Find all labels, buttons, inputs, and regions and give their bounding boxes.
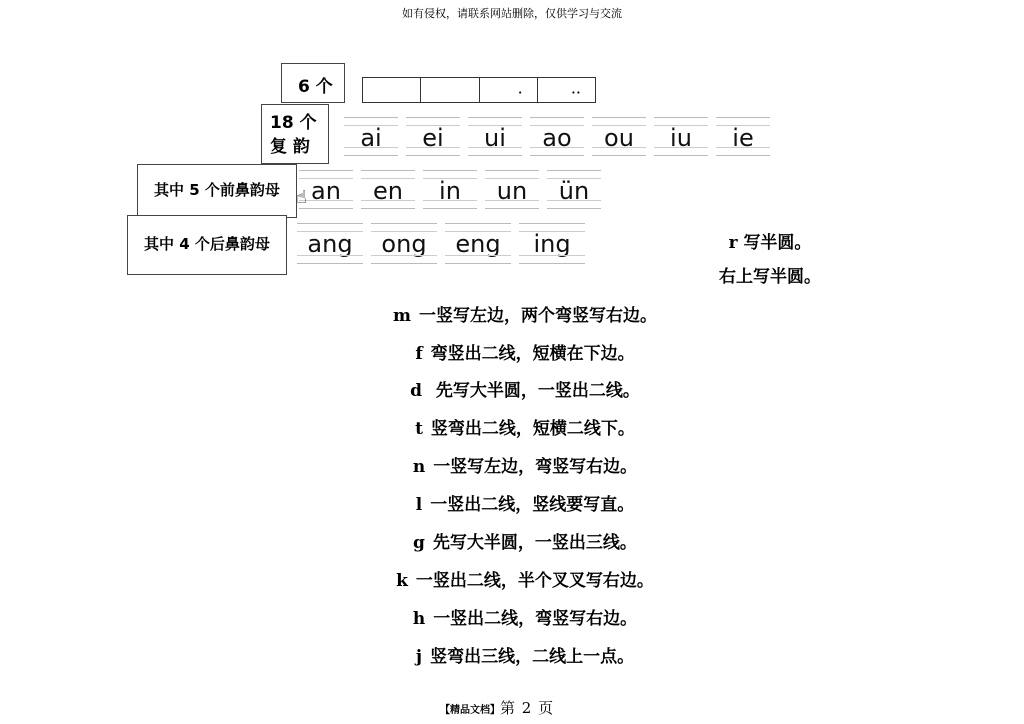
final-card[interactable]: ai <box>340 112 402 162</box>
rule-line <box>205 376 845 401</box>
rule-text: 先写大半圆，一竖出二线。 <box>429 381 640 401</box>
front-nasal-finals-row <box>295 165 605 215</box>
final-card[interactable]: ing <box>515 218 589 270</box>
rule-text: 一竖出二线，竖线要写直。 <box>430 495 635 515</box>
rule-text: 一竖写左边，弯竖写右边。 <box>433 457 638 477</box>
rule-line <box>205 490 845 515</box>
footer-tag: 【精品文档】 <box>440 705 500 716</box>
final-card[interactable]: ün <box>543 165 605 215</box>
rule-letter: n <box>412 457 426 477</box>
rule-letter: m <box>393 306 411 326</box>
box-cell <box>421 78 479 102</box>
label-text: 其中 5 个前鼻韵母 <box>154 181 280 199</box>
final-card[interactable]: eng <box>441 218 515 270</box>
rule-text: 一竖出二线，弯竖写右边。 <box>433 609 638 629</box>
final-card[interactable]: en <box>357 165 419 215</box>
rule-text: 弯竖出二线，短横在下边。 <box>430 344 635 364</box>
rule-line <box>205 452 845 477</box>
final-card[interactable]: ei <box>402 112 464 162</box>
rule-letter: t <box>415 419 423 439</box>
final-card[interactable]: ong <box>367 218 441 270</box>
simple-finals-box <box>362 77 596 103</box>
rule-letter: l <box>415 495 423 515</box>
label-text: 18 个 <box>270 113 317 133</box>
page-footer <box>440 697 554 718</box>
compound-finals-row <box>340 112 774 162</box>
label-text: 6 个 <box>298 77 333 97</box>
final-card[interactable]: ou <box>588 112 650 162</box>
front-nasal-label[interactable] <box>137 164 297 218</box>
label-text: 其中 4 个后鼻韵母 <box>144 235 270 253</box>
final-card[interactable]: an <box>295 165 357 215</box>
rule-letter: d <box>410 381 422 401</box>
rule-letter: j <box>415 647 423 667</box>
box-cell <box>363 78 421 102</box>
back-nasal-finals-row <box>293 218 589 270</box>
rule-text: 一竖出二线，半个叉叉写右边。 <box>415 571 654 591</box>
rule-text: r 写半圆。 <box>728 233 812 253</box>
final-card[interactable]: ang <box>293 218 367 270</box>
page-number: 第 2 页 <box>500 699 555 717</box>
final-card[interactable]: un <box>481 165 543 215</box>
final-card[interactable]: in <box>419 165 481 215</box>
rule-text: 一竖写左边，两个弯竖写右边。 <box>419 306 657 326</box>
header-notice: 如有侵权，请联系网站删除，仅供学习与交流 <box>402 7 622 20</box>
rule-line <box>205 339 845 364</box>
rule-line <box>205 414 845 439</box>
final-card[interactable]: ao <box>526 112 588 162</box>
rule-letter: k <box>396 571 408 591</box>
back-nasal-label[interactable] <box>127 215 287 275</box>
simple-finals-label[interactable] <box>281 63 345 103</box>
label-text: 复 韵 <box>270 137 310 157</box>
compound-finals-label[interactable] <box>261 104 329 164</box>
rule-line <box>205 528 845 553</box>
box-cell: ·· <box>570 83 581 102</box>
rule-text: 竖弯出三线，二线上一点。 <box>430 647 635 667</box>
rule-line <box>205 642 845 667</box>
final-card[interactable]: ie <box>712 112 774 162</box>
final-card[interactable]: ui <box>464 112 526 162</box>
rule-letter: f <box>415 344 423 364</box>
rule-text: 先写大半圆，一竖出三线。 <box>432 533 637 553</box>
rule-letter: g <box>413 533 425 553</box>
box-cell: · <box>480 78 538 102</box>
hand-cursor-icon: ☝ <box>296 187 307 208</box>
rule-text: 竖弯出二线，短横二线下。 <box>430 419 635 439</box>
rule-text: 右上写半圆。 <box>719 267 821 287</box>
rule-line <box>205 301 845 326</box>
rule-line <box>205 566 845 591</box>
rule-letter: h <box>412 609 426 629</box>
final-card[interactable]: iu <box>650 112 712 162</box>
rule-line <box>205 604 845 629</box>
